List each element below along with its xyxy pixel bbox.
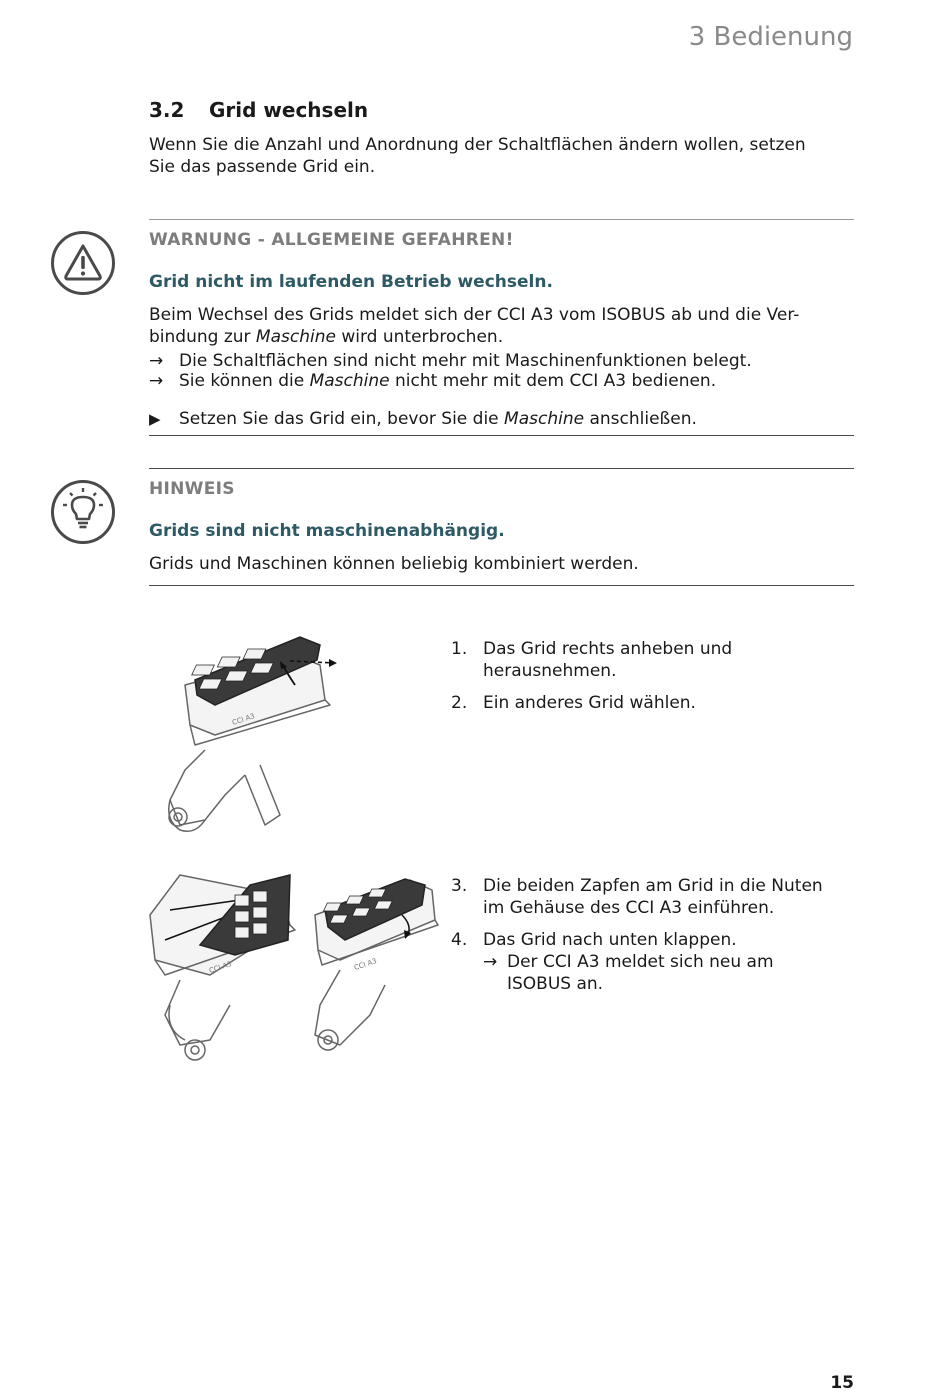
warning-bottom-rule [149, 435, 854, 436]
warning-action: ▶ Setzen Sie das Grid ein, bevor Sie die Maschine anschließen. [149, 409, 697, 429]
arrow-icon: → [483, 952, 498, 972]
arrow-icon: → [149, 351, 164, 371]
notice-bottom-rule [149, 585, 854, 586]
action-triangle-icon: ▶ [149, 410, 161, 428]
grid-removal-illustration [145, 625, 445, 840]
notice-signal-word: HINWEIS [149, 479, 235, 499]
section-number: 3.2 [149, 98, 185, 122]
warning-result-2: → Sie können die Maschine nicht mehr mit dem CCI A3 bedienen. [149, 371, 717, 391]
grid-insertion-illustration [140, 865, 440, 1080]
warning-top-rule [149, 219, 854, 220]
svg-text:CCI A3: CCI A3 [231, 712, 256, 727]
intro-line-2: Sie das passende Grid ein. [149, 157, 376, 177]
step-3: 3. Die beiden Zapfen am Grid in die Nuten im Gehäuse des CCI A3 einführen. [451, 876, 823, 918]
notice-top-rule [149, 468, 854, 469]
warning-subtitle: Grid nicht im laufenden Betrieb wechseln. [149, 272, 553, 292]
lightbulb-icon [51, 480, 115, 544]
chapter-header: 3 Bedienung [688, 22, 853, 52]
intro-line-1: Wenn Sie die Anzahl und Anordnung der Schaltflächen ändern wollen, setzen [149, 135, 806, 155]
section-title: Grid wechseln [209, 98, 369, 122]
step-2: 2. Ein anderes Grid wählen. [451, 693, 696, 713]
step-4-result: → Der CCI A3 meldet sich neu am ISOBUS an. [483, 952, 774, 994]
arrow-icon: → [149, 371, 164, 391]
warning-signal-word: WARNUNG - ALLGEMEINE GEFAHREN! [149, 230, 514, 250]
notice-body: Grids und Maschinen können beliebig kombiniert werden. [149, 554, 639, 574]
notice-subtitle: Grids sind nicht maschinenabhängig. [149, 521, 505, 541]
page-number: 15 [830, 1373, 854, 1393]
svg-text:CCI A3: CCI A3 [353, 957, 378, 972]
warning-body-line-2: bindung zur Maschine wird unterbrochen. [149, 327, 504, 347]
warning-result-1: → Die Schaltflächen sind nicht mehr mit Maschinenfunktionen belegt. [149, 351, 752, 371]
warning-triangle-icon [51, 231, 115, 295]
svg-text:CCI A3: CCI A3 [208, 960, 233, 975]
step-1: 1. Das Grid rechts anheben und herausnehmen. [451, 639, 733, 681]
step-4: 4. Das Grid nach unten klappen. [451, 930, 737, 950]
warning-body-line-1: Beim Wechsel des Grids meldet sich der CCI A3 vom ISOBUS ab und die Ver- [149, 305, 800, 325]
